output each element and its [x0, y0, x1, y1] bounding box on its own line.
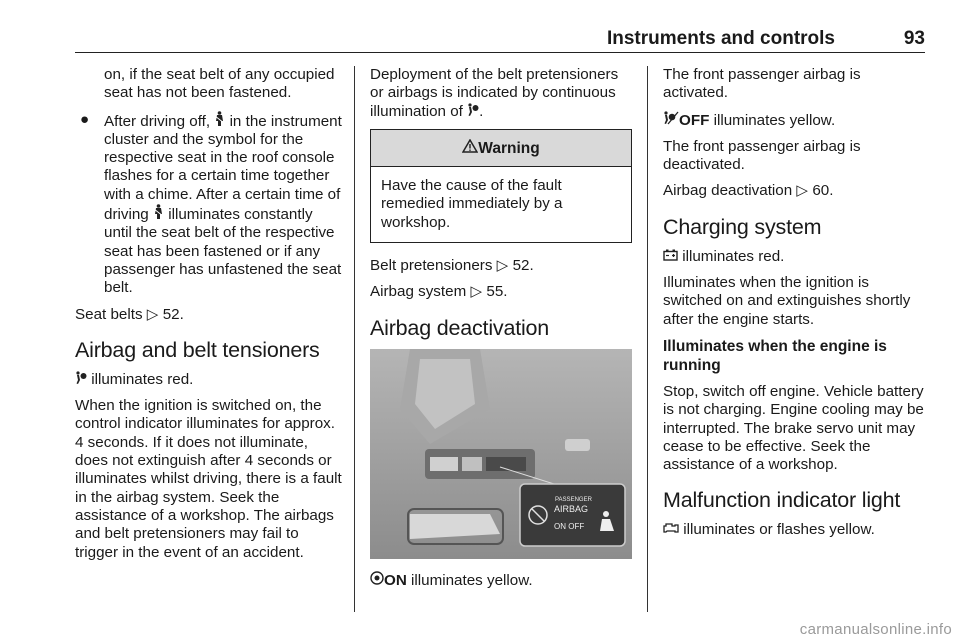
- page-ref-arrow-icon: ▷: [496, 257, 509, 275]
- seatbelt-icon: [214, 111, 225, 131]
- airbag-off-icon: [663, 111, 679, 130]
- column-divider: [354, 66, 355, 612]
- activated-text: The front passenger airbag is activated.: [663, 66, 861, 102]
- deactivated-text: The front passenger airbag is deactivated.: [663, 137, 861, 174]
- page-ref-arrow-icon: ▷: [146, 305, 159, 323]
- indicator-line: illuminates red.: [75, 371, 343, 389]
- indicator-line: ON illuminates yellow.: [370, 571, 632, 590]
- battery-icon: [663, 248, 678, 266]
- photo-label-on-off: ON OFF: [554, 521, 585, 531]
- section-heading: Charging system: [663, 214, 822, 239]
- airbag-icon: [75, 371, 87, 389]
- indicator-line: OFF illuminates yellow.: [663, 111, 925, 130]
- cross-reference[interactable]: Belt pretensioners ▷ 52.: [370, 257, 534, 275]
- column-divider: [647, 66, 648, 612]
- section-heading: Malfunction indicator light: [663, 488, 901, 513]
- engine-icon: [663, 521, 679, 539]
- column-middle: [370, 66, 632, 598]
- airbag-paragraph: When the ignition is switched on, the control indicator illuminates for approx. 4 seconds. If it does not illuminate, does not extinguish after 4 seconds or illuminates whilst driving, there is a fault in the airbag system. Seek the assistance of a workshop. The airbags and belt pretensioners may fail to trigger in the event of an accident.: [75, 397, 342, 561]
- running-paragraph: Stop, switch off engine. Vehicle battery is not charging. Engine cooling may be interrupted. The brake servo unit may cease to be effective. Seek the assistance of a workshop.: [663, 382, 924, 474]
- airbag-icon: [467, 103, 479, 121]
- seatbelt-icon: [153, 204, 164, 224]
- cross-reference[interactable]: Airbag deactivation ▷ 60.: [663, 182, 834, 200]
- warning-triangle-icon: [462, 140, 478, 157]
- photo-label-airbag: AIRBAG: [554, 503, 589, 514]
- page-ref-arrow-icon: ▷: [796, 182, 809, 200]
- cross-reference[interactable]: Airbag system ▷ 55.: [370, 283, 508, 301]
- indicator-line: illuminates or flashes yellow.: [663, 521, 925, 539]
- bullet-dot: ●: [80, 110, 90, 128]
- page-ref-arrow-icon: ▷: [470, 283, 483, 301]
- section-heading: Airbag deactivation: [370, 315, 550, 340]
- sub-heading: Illuminates when the engine is running: [663, 337, 887, 374]
- airbag-on-icon: [370, 571, 384, 590]
- warning-body: Have the cause of the fault remedied immediately by a workshop.: [381, 177, 563, 231]
- page-header: [75, 26, 925, 53]
- page-title: Instruments and controls: [606, 28, 835, 49]
- deploy-paragraph: Deployment of the belt pretensioners or airbags is indicated by continuous illumination of .: [370, 66, 619, 120]
- watermark: carmanualsonline.info: [799, 621, 952, 638]
- cross-reference[interactable]: Seat belts ▷ 52.: [75, 305, 184, 323]
- warning-box: [370, 129, 632, 243]
- bullet-item: ● After driving off, in the instrument cluster and the symbol for the respective seat in the roof console flashes for a certain time together with a chime. After a certain time of driving illuminates constantly until the seat belt of the respective seat has been fastened or if any passenger has unfastened the seat belt.: [80, 110, 342, 297]
- roof-console-photo: [370, 349, 632, 559]
- photo-label-passenger: PASSENGER: [555, 496, 592, 503]
- warning-header: Warning: [371, 130, 631, 167]
- column-left: [75, 66, 343, 570]
- page-number: 93: [903, 28, 925, 49]
- charging-paragraph: Illuminates when the ignition is switched on and extinguishes shortly after the engine starts.: [663, 274, 911, 328]
- continued-text: on, if the seat belt of any occupied seat has not been fastened.: [104, 66, 335, 102]
- column-right: [663, 66, 925, 548]
- section-heading: Airbag and belt tensioners: [75, 337, 320, 362]
- indicator-line: illuminates red.: [663, 248, 925, 266]
